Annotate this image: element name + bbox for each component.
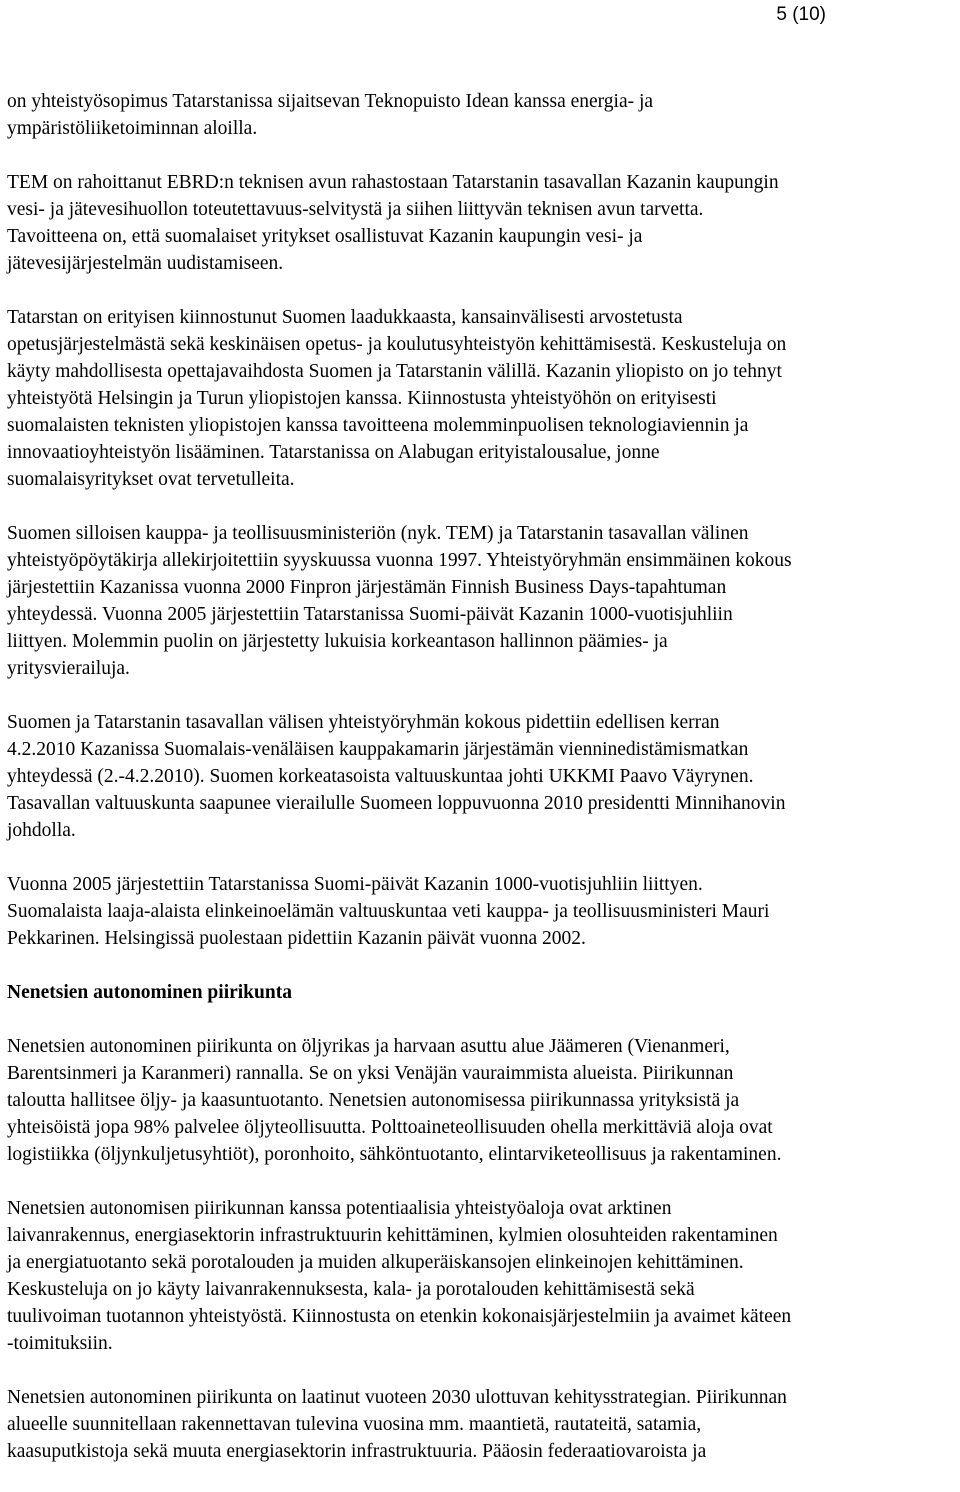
text-line: suomalaisyritykset ovat tervetulleita. xyxy=(7,469,295,490)
paragraphs-top xyxy=(7,88,957,952)
text-line: Tavoitteena on, että suomalaiset yritykset osallistuvat Kazanin kaupungin vesi- ja xyxy=(7,226,643,247)
text-line: yhteydessä. Vuonna 2005 järjestettiin Tatarstanissa Suomi-päivät Kazanin 1000-vuotisjuhliin xyxy=(7,604,733,625)
text-line: vesi- ja jätevesihuollon toteutettavuus-selvitystä ja siihen liittyvän teknisen avun tarvetta. xyxy=(7,199,704,220)
text-line: Tatarstan on erityisen kiinnostunut Suomen laadukkaasta, kansainvälisesti arvostetusta xyxy=(7,307,683,328)
text-line: Pekkarinen. Helsingissä puolestaan pidettiin Kazanin päivät vuonna 2002. xyxy=(7,928,586,949)
text-line: liittyen. Molemmin puolin on järjestetty lukuisia korkeantason hallinnon päämies- ja xyxy=(7,631,668,652)
text-line: Nenetsien autonominen piirikunta on öljyrikas ja harvaan asuttu alue Jäämeren (Vienanmeri, xyxy=(7,1036,730,1057)
text-line: laivanrakennus, energiasektorin infrastruktuurin kehittäminen, kylmien olosuhteiden rakentaminen xyxy=(7,1225,778,1246)
text-line: Nenetsien autonominen piirikunta on laatinut vuoteen 2030 ulottuvan kehitysstrategian. Piirikunnan xyxy=(7,1387,787,1408)
paragraph xyxy=(7,304,957,493)
text-line: ympäristöliiketoiminnan aloilla. xyxy=(7,118,258,139)
text-line: ja energiatuotanto sekä porotalouden ja muiden alkuperäiskansojen elinkeinojen kehittäminen. xyxy=(7,1252,744,1273)
document-body xyxy=(7,88,957,1492)
text-line: käyty mahdollisesta opettajavaihdosta Suomen ja Tatarstanin välillä. Kazanin yliopisto on jo tehnyt xyxy=(7,361,782,382)
text-line: Suomen ja Tatarstanin tasavallan välisen yhteistyöryhmän kokous pidettiin edellisen kerran xyxy=(7,712,720,733)
text-line: yritysvierailuja. xyxy=(7,658,130,679)
text-line: yhteistyötä Helsingin ja Turun yliopistojen kanssa. Kiinnostusta yhteistyöhön on erityisesti xyxy=(7,388,717,409)
text-line: yhteisöistä jopa 98% palvelee öljyteollisuutta. Polttoaineteollisuuden ohella merkittäviä aloja ovat xyxy=(7,1117,773,1138)
paragraph xyxy=(7,709,957,844)
text-line: Keskusteluja on jo käyty laivanrakennuksesta, kala- ja porotalouden kehittämisestä sekä xyxy=(7,1279,695,1300)
text-line: järjestettiin Kazanissa vuonna 2000 Finpron järjestämän Finnish Business Days-tapahtuman xyxy=(7,577,727,598)
text-line: Vuonna 2005 järjestettiin Tatarstanissa Suomi-päivät Kazanin 1000-vuotisjuhliin liittyen. xyxy=(7,874,703,895)
paragraph xyxy=(7,1195,957,1357)
text-line: jätevesijärjestelmän uudistamiseen. xyxy=(7,253,284,274)
text-line: on yhteistyösopimus Tatarstanissa sijaitsevan Teknopuisto Idean kanssa energia- ja xyxy=(7,91,654,112)
section-heading: Nenetsien autonominen piirikunta xyxy=(7,982,292,1003)
text-line: taloutta hallitsee öljy- ja kaasuntuotanto. Nenetsien autonomisessa piirikunnassa yrityksistä ja xyxy=(7,1090,740,1111)
paragraph xyxy=(7,871,957,952)
paragraph xyxy=(7,1384,957,1465)
paragraph xyxy=(7,520,957,682)
text-line: yhteistyöpöytäkirja allekirjoitettiin syyskuussa vuonna 1997. Yhteistyöryhmän ensimmäinen kokous xyxy=(7,550,792,571)
text-line: tuulivoiman tuotannon yhteistyöstä. Kiinnostusta on etenkin kokonaisjärjestelmiin ja avaimet käteen xyxy=(7,1306,792,1327)
text-line: kaasuputkistoja sekä muuta energiasektorin infrastruktuuria. Pääosin federaatiovaroista ja xyxy=(7,1441,707,1462)
text-line: logistiikka (öljynkuljetusyhtiöt), poronhoito, sähköntuotanto, elintarviketeollisuus ja rakentaminen. xyxy=(7,1144,782,1165)
text-line: 4.2.2010 Kazanissa Suomalais-venäläisen kauppakamarin järjestämän vienninedistämismatkan xyxy=(7,739,749,760)
paragraphs-bottom xyxy=(7,1033,957,1465)
paragraph xyxy=(7,1033,957,1168)
paragraph xyxy=(7,169,957,277)
text-line: TEM on rahoittanut EBRD:n teknisen avun rahastostaan Tatarstanin tasavallan Kazanin kaupungin xyxy=(7,172,779,193)
text-line: Suomalaista laaja-alaista elinkeinoelämän valtuuskuntaa veti kauppa- ja teollisuusministeri Mauri xyxy=(7,901,770,922)
text-line: -toimituksiin. xyxy=(7,1333,113,1354)
text-line: yhteydessä (2.-4.2.2010). Suomen korkeatasoista valtuuskuntaa johti UKKMI Paavo Väyrynen. xyxy=(7,766,754,787)
page-number: 5 (10) xyxy=(776,4,826,25)
text-line: Nenetsien autonomisen piirikunnan kanssa potentiaalisia yhteistyöaloja ovat arktinen xyxy=(7,1198,672,1219)
text-line: Barentsinmeri ja Karanmeri) rannalla. Se on yksi Venäjän vauraimmista alueista. Piirikunnan xyxy=(7,1063,734,1084)
text-line: johdolla. xyxy=(7,820,76,841)
text-line: suomalaisten teknisten yliopistojen kanssa tavoitteena molemminpuolisen teknologiaviennin ja xyxy=(7,415,749,436)
text-line: Tasavallan valtuuskunta saapunee vierailulle Suomeen loppuvuonna 2010 presidentti Minnihanovin xyxy=(7,793,786,814)
text-line: alueelle suunnitellaan rakennettavan tulevina vuosina mm. maantietä, rautateitä, satamia, xyxy=(7,1414,702,1435)
text-line: innovaatioyhteistyön lisääminen. Tatarstanissa on Alabugan erityistalousalue, jonne xyxy=(7,442,660,463)
text-line: Suomen silloisen kauppa- ja teollisuusministeriön (nyk. TEM) ja Tatarstanin tasavallan välinen xyxy=(7,523,749,544)
paragraph xyxy=(7,88,957,142)
text-line: opetusjärjestelmästä sekä keskinäisen opetus- ja koulutusyhteistyön kehittämisestä. Keskusteluja on xyxy=(7,334,787,355)
